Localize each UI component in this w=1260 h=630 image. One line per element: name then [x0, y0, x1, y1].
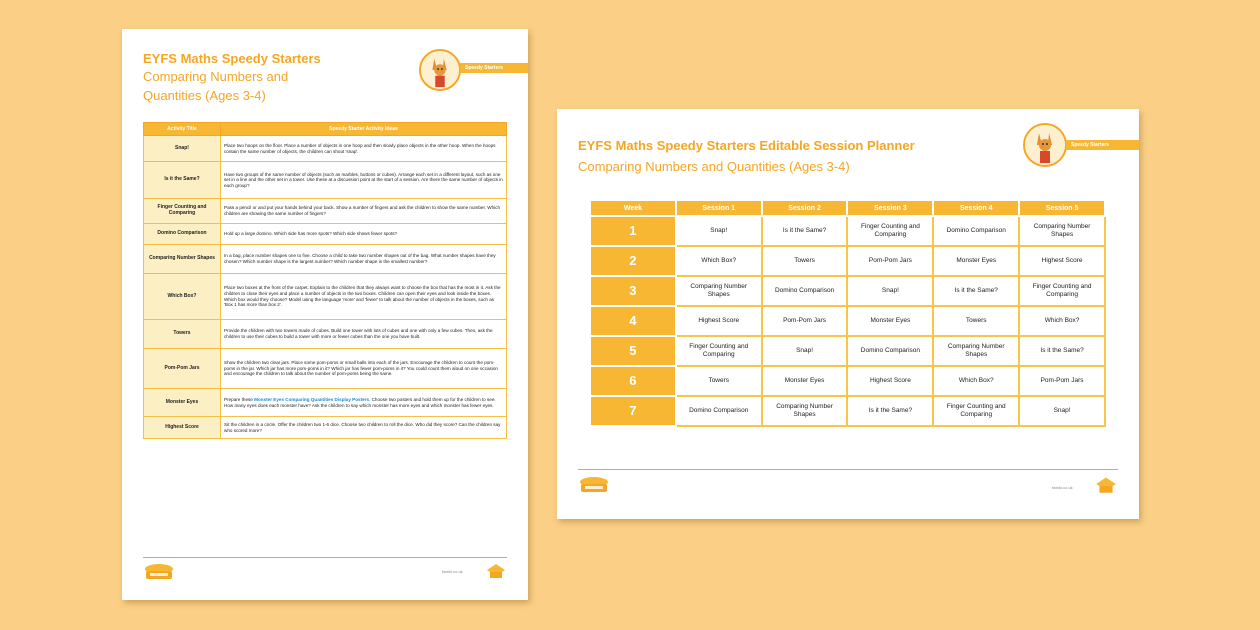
table-row: [590, 276, 1105, 306]
session-cell[interactable]: Snap!: [1019, 396, 1105, 426]
session-cell[interactable]: Towers: [676, 366, 762, 396]
activity-name: Highest Score: [144, 417, 221, 439]
session-cell[interactable]: Finger Counting and Comparing: [1019, 276, 1105, 306]
session-cell[interactable]: Comparing Number Shapes: [676, 276, 762, 306]
activity-ideas-page: [122, 29, 528, 600]
planner-subtitle: Comparing Numbers and Quantities (Ages 3-4): [578, 159, 850, 174]
header-session-3: Session 3: [847, 200, 933, 216]
table-row: [144, 162, 507, 199]
session-planner-page: [557, 109, 1139, 519]
footer-url[interactable]: twinkl.co.uk: [1052, 485, 1073, 490]
session-cell[interactable]: Finger Counting and Comparing: [847, 216, 933, 246]
activity-idea: Place two boxes at the front of the carpet. Explain to the children that they always want to choose the box that has the most in it. Ask the children to close their eyes and place a number of objects in the two boxes. Children can open their eyes and look inside the boxes. Which box would they choose? Model using the language 'more' and 'fewer' to talk about the number of objects in the boxes, such as 'Box 1 has more than box 2'.: [221, 274, 507, 320]
header-session-2: Session 2: [762, 200, 848, 216]
session-cell[interactable]: Snap!: [847, 276, 933, 306]
session-cell[interactable]: Domino Comparison: [933, 216, 1019, 246]
header-session-1: Session 1: [676, 200, 762, 216]
session-cell[interactable]: Highest Score: [1019, 246, 1105, 276]
session-cell[interactable]: Highest Score: [676, 306, 762, 336]
table-row: [144, 199, 507, 224]
session-cell[interactable]: Pom-Pom Jars: [762, 306, 848, 336]
session-cell[interactable]: Which Box?: [676, 246, 762, 276]
session-planner-table: [589, 199, 1106, 427]
week-number: 3: [590, 276, 676, 306]
session-cell[interactable]: Monster Eyes: [847, 306, 933, 336]
header-activity-ideas: Speedy Starter Activity Ideas: [221, 123, 507, 136]
session-cell[interactable]: Which Box?: [933, 366, 1019, 396]
activity-name: Monster Eyes: [144, 389, 221, 417]
session-cell[interactable]: Monster Eyes: [933, 246, 1019, 276]
week-number: 1: [590, 216, 676, 246]
footer-divider: [143, 557, 507, 558]
table-row: [590, 216, 1105, 246]
activity-name: Domino Comparison: [144, 224, 221, 245]
twinkl-logo-icon: [578, 475, 610, 493]
table-row: [144, 320, 507, 349]
speedy-starters-tag: Speedy Starters: [460, 63, 528, 73]
session-cell[interactable]: Monster Eyes: [762, 366, 848, 396]
session-cell[interactable]: Finger Counting and Comparing: [933, 396, 1019, 426]
activity-idea: Pass a pencil or and put your hands behind your back. Show a number of fingers and ask the children to show the same number. Which children are showing the same number of fingers?: [221, 199, 507, 224]
session-cell[interactable]: Is it the Same?: [1019, 336, 1105, 366]
session-cell[interactable]: Which Box?: [1019, 306, 1105, 336]
session-cell[interactable]: Domino Comparison: [676, 396, 762, 426]
activity-idea: Have two groups of the same number of objects (such as marbles, buttons or cubes). Arrange each set in a different layout, such as one set in a line and the other set in a tower. Use these at a discussion point at the start of a session. Are there the same number of objects in each group?: [221, 162, 507, 199]
speedy-mascot-logo: [419, 49, 461, 91]
page-title: EYFS Maths Speedy Starters: [143, 51, 321, 66]
activity-idea: Hold up a large domino. Which side has more spots? Which side shows fewer spots?: [221, 224, 507, 245]
idea-text-after: . Choose two posters and hold them up for the children to see. How many eyes does each monster have? Ask the children to say which monster has more eyes and which monster has fewer eyes.: [224, 396, 496, 408]
mascot-icon: [421, 51, 459, 89]
table-row: [144, 274, 507, 320]
table-row: [590, 396, 1105, 426]
monster-eyes-posters-link[interactable]: Monster Eyes Comparing Quantities Display Posters: [254, 396, 370, 402]
week-number: 6: [590, 366, 676, 396]
session-cell[interactable]: Finger Counting and Comparing: [676, 336, 762, 366]
table-row: [590, 306, 1105, 336]
planner-title: EYFS Maths Speedy Starters Editable Session Planner: [578, 138, 915, 153]
activity-idea: [221, 389, 507, 417]
table-row: [144, 224, 507, 245]
header-session-5: Session 5: [1019, 200, 1105, 216]
activity-table: [143, 122, 507, 439]
header-session-4: Session 4: [933, 200, 1019, 216]
footer-divider: [578, 469, 1118, 470]
activity-idea: Place two hoops on the floor. Place a number of objects in one hoop and then slowly place objects in the other hoop. When the hoops contain the same number of objects, the children can shout 'snap'.: [221, 136, 507, 162]
twinkl-logo-icon: [143, 562, 175, 580]
table-row: [144, 136, 507, 162]
idea-text-before: Prepare these: [224, 396, 255, 402]
activity-name: Pom-Pom Jars: [144, 349, 221, 389]
session-cell[interactable]: Pom-Pom Jars: [847, 246, 933, 276]
table-row: [590, 336, 1105, 366]
session-cell[interactable]: Snap!: [762, 336, 848, 366]
week-number: 5: [590, 336, 676, 366]
week-number: 7: [590, 396, 676, 426]
activity-name: Finger Counting and Comparing: [144, 199, 221, 224]
session-cell[interactable]: Highest Score: [847, 366, 933, 396]
activity-name: Snap!: [144, 136, 221, 162]
activity-name: Is it the Same?: [144, 162, 221, 199]
header-activity-title: Activity Title: [144, 123, 221, 136]
session-cell[interactable]: Comparing Number Shapes: [762, 396, 848, 426]
activity-name: Towers: [144, 320, 221, 349]
week-number: 4: [590, 306, 676, 336]
hat-badge-icon: [485, 560, 507, 580]
session-cell[interactable]: Comparing Number Shapes: [1019, 216, 1105, 246]
activity-idea: Provide the children with two towers made of cubes. Build one tower with lots of cubes and one with only a few cubes. Then, ask the children to use their cubes to build a tower with more or fewer cubes than the one you have built.: [221, 320, 507, 349]
activity-name: Comparing Number Shapes: [144, 245, 221, 274]
page-subtitle-line2: Quantities (Ages 3-4): [143, 88, 266, 103]
table-row: [590, 246, 1105, 276]
header-week: Week: [590, 200, 676, 216]
session-cell[interactable]: Towers: [762, 246, 848, 276]
speedy-starters-tag: Speedy Starters: [1066, 140, 1139, 150]
mascot-icon: [1025, 125, 1065, 165]
table-row: [144, 245, 507, 274]
table-row: [144, 417, 507, 439]
speedy-mascot-logo: [1023, 123, 1067, 167]
table-row: [144, 349, 507, 389]
session-cell[interactable]: Is it the Same?: [933, 276, 1019, 306]
session-cell[interactable]: Domino Comparison: [847, 336, 933, 366]
activity-idea: Sit the children in a circle. Offer the children two 1-6 dice. Choose two children to roll the dice. Who did they score? Can the children say who scored more?: [221, 417, 507, 439]
session-cell[interactable]: Is it the Same?: [762, 216, 848, 246]
activity-idea: In a bag, place number shapes one to five. Choose a child to take two number shapes out of the bag. What number shapes have they chosen? Which number shape is the largest number? Which number shape is the smallest number?: [221, 245, 507, 274]
session-cell[interactable]: Comparing Number Shapes: [933, 336, 1019, 366]
activity-idea: Show the children two clear jars. Place some pom-poms or small balls into each of the jars. Encourage the children to count the pom-poms in the jar. Which jar has more pom-poms in it? Which jar has fewer pom-poms in it? You could count them aloud on one occasion and encourage the children to talk about the number of pom-poms being the same.: [221, 349, 507, 389]
session-cell[interactable]: Domino Comparison: [762, 276, 848, 306]
table-row: [144, 389, 507, 417]
session-cell[interactable]: Towers: [933, 306, 1019, 336]
session-cell[interactable]: Pom-Pom Jars: [1019, 366, 1105, 396]
page-subtitle-line1: Comparing Numbers and: [143, 69, 289, 84]
week-number: 2: [590, 246, 676, 276]
session-cell[interactable]: Snap!: [676, 216, 762, 246]
session-cell[interactable]: Is it the Same?: [847, 396, 933, 426]
hat-badge-icon: [1094, 473, 1118, 495]
activity-name: Which Box?: [144, 274, 221, 320]
table-row: [590, 366, 1105, 396]
footer-url[interactable]: twinkl.co.uk: [442, 569, 463, 574]
